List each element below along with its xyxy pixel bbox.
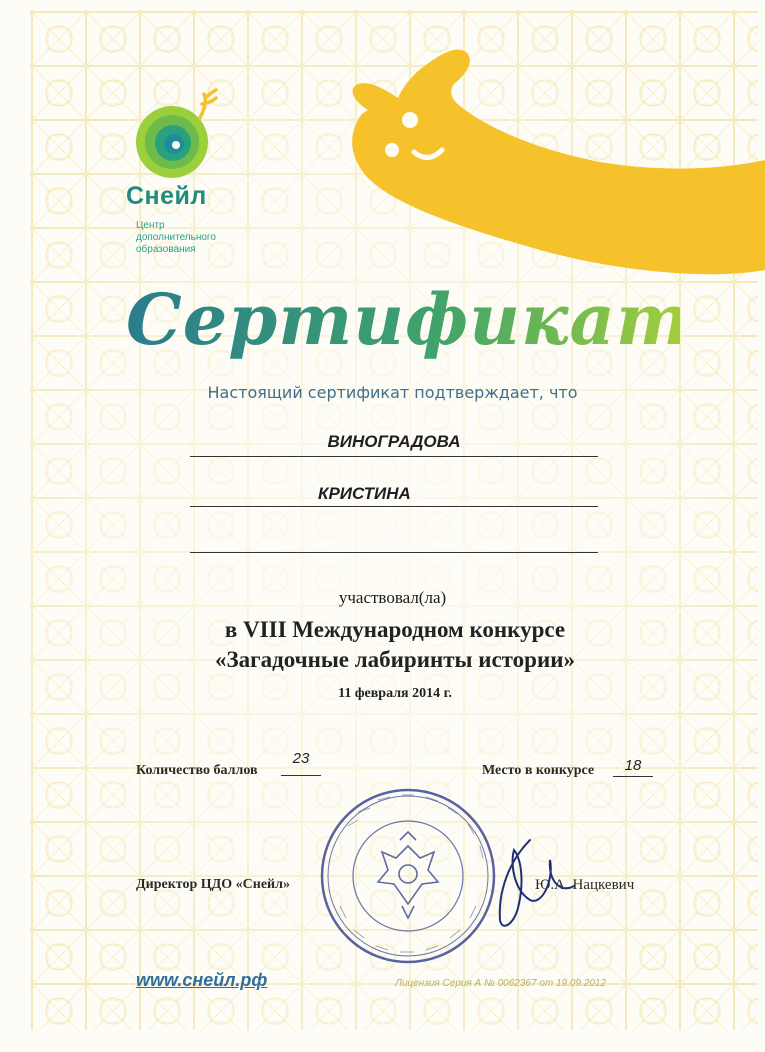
license-info: Лицензия Серия А № 0062367 от 19.09.2012: [395, 978, 607, 989]
logo-subtitle-line-2: дополнительного: [136, 232, 216, 243]
yellow-hand-illustration: [340, 40, 765, 285]
certificate-subtitle: Настоящий сертификат подтверждает, что: [207, 383, 578, 402]
first-name-line: [190, 484, 598, 507]
surname-line: [190, 432, 598, 457]
participation-verb: участвовал(ла): [338, 588, 447, 607]
points-value: 23: [281, 750, 321, 776]
logo-subtitle-line-1: Центр: [136, 220, 165, 231]
director-signature: [470, 820, 580, 940]
certificate-title: [120, 268, 680, 393]
snail-logo-icon: [130, 88, 220, 180]
patronymic-line: [190, 530, 598, 553]
place-value: 18: [613, 757, 653, 777]
contest-name-line-1: в VIII Международном конкурсе: [224, 617, 566, 642]
logo-title: Снейл: [126, 182, 207, 210]
points-label: Количество баллов: [136, 763, 258, 778]
certificate-title-text: Сертификат: [126, 278, 680, 361]
contest-name-line-2: «Загадочные лабиринты истории»: [215, 647, 575, 672]
contest-date: 11 февраля 2014 г.: [338, 686, 452, 701]
website-link[interactable]: www.снейл.рф: [136, 970, 268, 990]
place-label: Место в конкурсе: [482, 763, 595, 778]
recipient-first-name: КРИСТИНА: [318, 484, 411, 503]
director-name: Ю.А. Нацкевич: [535, 877, 635, 893]
director-label: Директор ЦДО «Снейл»: [136, 877, 290, 892]
logo-subtitle-line-3: образования: [136, 244, 196, 255]
recipient-surname: ВИНОГРАДОВА: [327, 432, 461, 451]
